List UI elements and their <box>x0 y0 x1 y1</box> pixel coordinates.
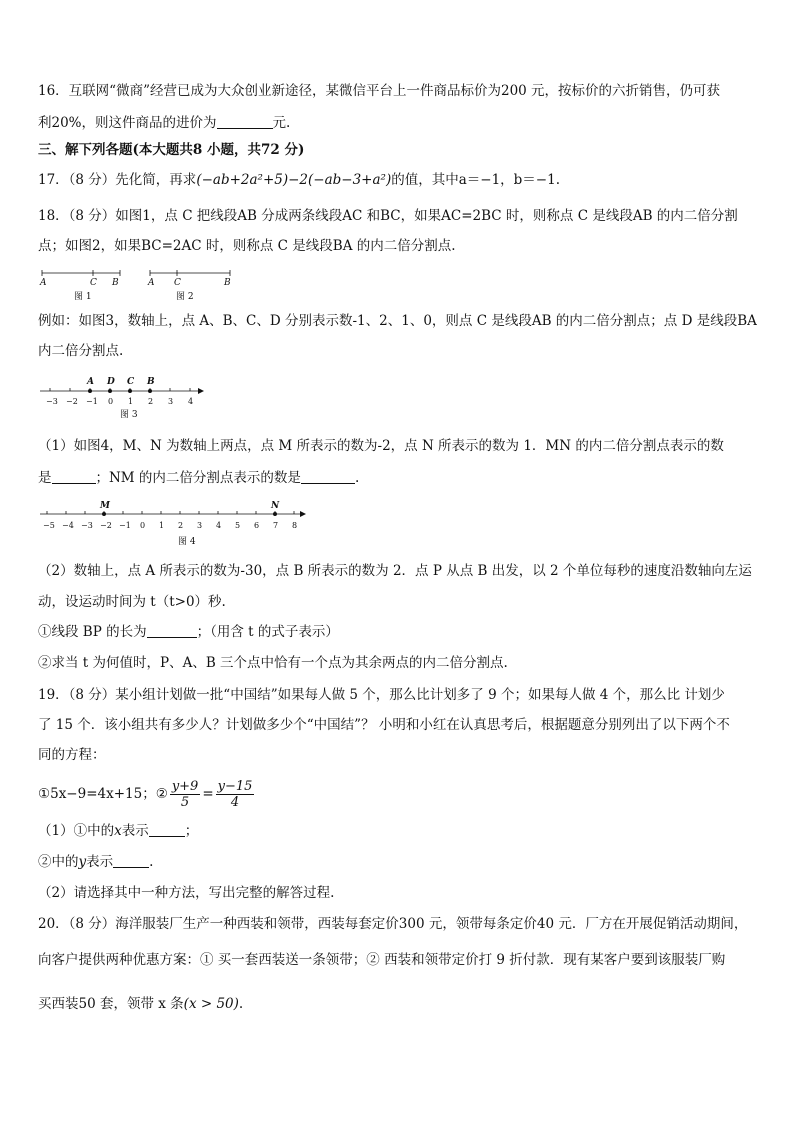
q19-fraction-2 <box>216 779 255 810</box>
fig4-tick-neg3: −3 <box>81 521 93 530</box>
q19-sub2-a: ②中的 <box>38 854 79 870</box>
q16-text-b: 元. <box>272 115 291 131</box>
fig4-tick-8: 8 <box>292 521 298 530</box>
fig2-label-c: C <box>174 278 181 288</box>
fig4-tick-neg4: −4 <box>62 521 74 530</box>
fig4-label-m: M <box>100 501 110 511</box>
q18-example-line1: 例如：如图3，数轴上，点 A、B、C、D 分别表示数-1、2、1、0，则点 C 是线段AB 的内二倍分割点；点 D 是线段BA <box>38 313 757 329</box>
bp-answer-blank[interactable] <box>147 624 197 638</box>
q19-sub2 <box>38 853 153 871</box>
fig2-label-a: A <box>148 278 155 288</box>
y-meaning-blank[interactable] <box>113 854 149 868</box>
fig3-point-b <box>148 389 152 393</box>
fig4-tick-5: 5 <box>235 521 241 530</box>
q17-prefix: 17．（8 分）先化简，再求 <box>38 172 197 188</box>
figure-2 <box>146 266 238 304</box>
fig3-point-d <box>108 389 112 393</box>
fig3-point-c <box>128 389 132 393</box>
q19-line3: 同的方程： <box>38 747 106 763</box>
fig4-tick-neg1: −1 <box>119 521 131 530</box>
fig1-caption: 图 1 <box>74 292 92 302</box>
fig4-label-n: N <box>271 501 280 511</box>
section-3-heading: 三、解下列各题(本大题共8 小题，共72 分) <box>38 142 305 158</box>
q19-sub1 <box>38 822 198 840</box>
q17-expression: (−ab+2a²+5)−2(−ab−3+a²) <box>196 172 392 188</box>
fig4-tick-0: 0 <box>140 521 146 530</box>
fig1-label-b: B <box>112 278 119 288</box>
x-meaning-blank[interactable] <box>149 823 185 837</box>
q18-part2-i <box>38 623 339 641</box>
q18-part2-line1: （2）数轴上，点 A 所表示的数为-30，点 B 所表示的数为 2．点 P 从点 B 出发，以 2 个单位每秒的速度沿数轴向左运 <box>38 563 752 579</box>
fig3-tick-1: 1 <box>128 397 134 406</box>
fig1-label-c: C <box>90 278 97 288</box>
q20-line3-a: 买西装50 套，领带 x 条 <box>38 996 184 1012</box>
q18-part1-line2 <box>38 469 359 487</box>
nm-answer-blank[interactable] <box>301 470 355 484</box>
fig2-caption: 图 2 <box>176 292 194 302</box>
fig4-tick-3: 3 <box>197 521 203 530</box>
frac2-numerator: y−15 <box>217 779 253 794</box>
fig3-caption: 图 3 <box>120 410 138 420</box>
fig4-tick-neg2: −2 <box>100 521 112 530</box>
mn-answer-blank[interactable] <box>52 470 96 484</box>
q20-line2: 向客户提供两种优惠方案：① 买一套西装送一条领带；② 西装和领带定价打 9 折付款．现有某客户要到该服装厂购 <box>38 952 726 968</box>
frac1-denominator: 5 <box>180 795 190 810</box>
q20-condition: (x > 50) <box>183 996 239 1012</box>
q19-fraction-1 <box>170 779 201 810</box>
q18-line1: 18．（8 分）如图1，点 C 把线段AB 分成两条线段AC 和BC，如果AC=2BC 时，则称点 C 是线段AB 的内二倍分割 <box>38 208 738 224</box>
fig4-tick-7: 7 <box>273 521 279 530</box>
q18-example-line2: 内二倍分割点. <box>38 343 124 359</box>
q18-p1-b: ；NM 的内二倍分割点表示的数是 <box>95 470 301 486</box>
q17-suffix: 的值，其中a＝−1，b＝−1. <box>391 172 561 188</box>
frac2-denominator: 4 <box>230 795 240 810</box>
q18-p2-i-a: ①线段 BP 的长为 <box>38 624 147 640</box>
q18-part1-line1: （1）如图4，M、N 为数轴上两点，点 M 所表示的数为-2，点 N 所表示的数为 1．MN 的内二倍分割点表示的数 <box>38 438 724 454</box>
fig3-tick-4: 4 <box>188 397 194 406</box>
q19-part2: （2）请选择其中一种方法，写出完整的解答过程. <box>38 885 335 901</box>
fig4-tick-6: 6 <box>254 521 260 530</box>
fig3-tick-3: 3 <box>168 397 174 406</box>
fig1-label-a: A <box>40 278 47 288</box>
figure-1 <box>38 266 128 304</box>
fig3-label-b: B <box>147 377 155 387</box>
fig3-label-a: A <box>87 377 94 387</box>
q19-sub1-c: ； <box>184 823 199 839</box>
frac1-numerator: y+9 <box>171 779 199 794</box>
q19-sub2-b: 表示 <box>86 854 114 870</box>
fig3-tick-neg1: −1 <box>86 397 98 406</box>
q19-sub1-a: （1）①中的 <box>38 823 115 839</box>
fig4-caption: 图 4 <box>178 537 196 547</box>
fig3-tick-0: 0 <box>108 397 114 406</box>
q16-line1: 16．互联网“微商”经营已成为大众创业新途径，某微信平台上一件商品标价为200 元，按标价的六折销售，仍可获 <box>38 83 721 99</box>
q19-sub2-c: . <box>149 854 154 870</box>
q19-line2: 了 15 个．该小组共有多少人？计划做多少个“中国结”？ 小明和小红在认真思考后，根据题意分别列出了以下两个不 <box>38 717 730 733</box>
q18-line2: 点；如图2，如果BC=2AC 时，则称点 C 是线段BA 的内二倍分割点. <box>38 238 456 254</box>
fig4-point-n <box>273 512 277 516</box>
fig4-tick-4: 4 <box>216 521 222 530</box>
q18-p1-c: . <box>354 470 360 486</box>
q16-text-a: 利20%，则这件商品的进价为 <box>38 115 217 131</box>
q17-line <box>38 171 560 189</box>
fig4-tick-neg5: −5 <box>43 521 55 530</box>
fig3-label-c: C <box>127 377 135 387</box>
fig4-tick-2: 2 <box>178 521 184 530</box>
q18-part2-ii: ②求当 t 为何值时，P、A、B 三个点中恰有一个点为其余两点的内二倍分割点. <box>38 655 508 671</box>
figure-3-number-line <box>38 372 208 420</box>
q18-p1-a: 是 <box>38 470 52 486</box>
q19-sub1-b: 表示 <box>121 823 149 839</box>
fig3-tick-2: 2 <box>148 397 154 406</box>
q18-p2-i-b: ；（用含 t 的式子表示） <box>196 624 339 640</box>
fig3-tick-neg3: −3 <box>46 397 58 406</box>
q20-line1: 20．（8 分）海洋服装厂生产一种西装和领带，西装每套定价300 元，领带每条定价40 元．厂方在开展促销活动期间， <box>38 916 748 932</box>
fig3-tick-neg2: −2 <box>66 397 78 406</box>
fig2-label-b: B <box>224 278 231 288</box>
q19-eq-sign: = <box>202 786 214 802</box>
q19-eq1: ①5x−9=4x+15；② <box>38 786 168 802</box>
q19-equations <box>38 776 256 812</box>
q19-line1: 19．（8 分）某小组计划做一批“中国结”如果每人做 5 个，那么比计划多了 9 个；如果每人做 4 个，那么比 计划少 <box>38 687 725 703</box>
q20-line3 <box>38 995 243 1013</box>
q20-line3-c: . <box>238 996 244 1012</box>
q19-sub1-var: x <box>114 823 122 839</box>
fig3-point-a <box>88 389 92 393</box>
figure-4-number-line <box>38 498 310 550</box>
fig3-label-d: D <box>107 377 115 387</box>
q16-answer-blank[interactable] <box>217 115 273 129</box>
q19-sub2-var: y <box>78 854 87 870</box>
fig4-point-m <box>102 512 106 516</box>
q18-part2-line2: 动，设运动时间为 t（t>0）秒. <box>38 594 226 610</box>
fig4-tick-1: 1 <box>159 521 165 530</box>
q16-line2 <box>38 114 290 132</box>
